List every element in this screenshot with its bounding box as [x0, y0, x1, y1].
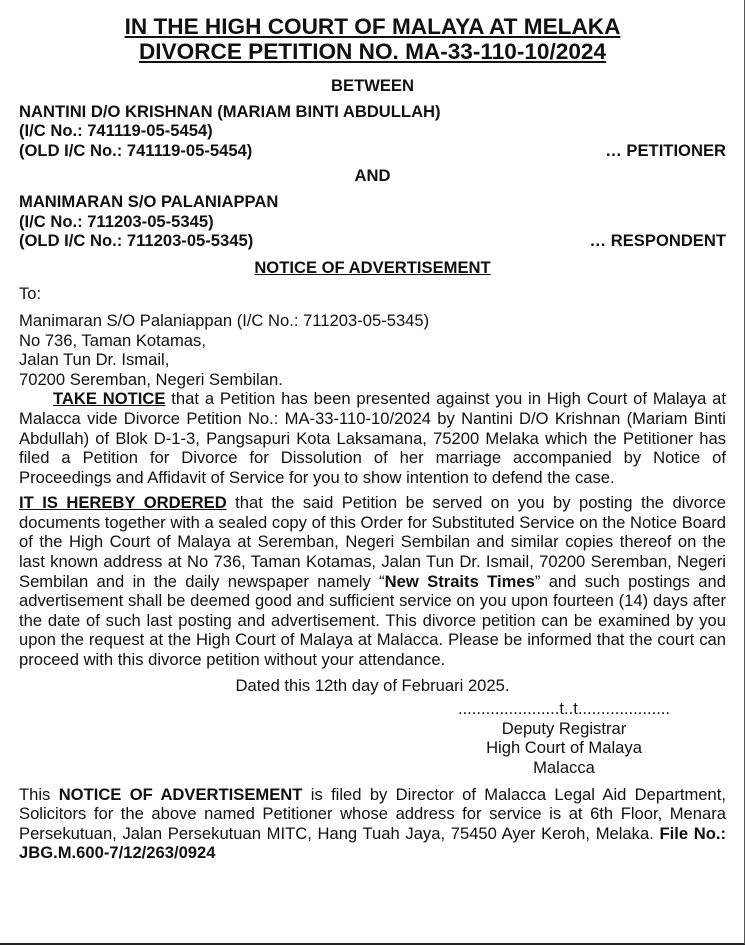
footer-paragraph	[19, 785, 726, 863]
dated-line: Dated this 12th day of Februari 2025.	[235, 675, 510, 695]
signatory-place: Malacca	[533, 758, 595, 777]
order-paragraph	[19, 493, 726, 669]
signatory-title: Deputy Registrar	[501, 718, 627, 738]
footer-notice-title: NOTICE OF ADVERTISEMENT	[58, 784, 303, 804]
to-label: To:	[19, 284, 42, 304]
take-notice-lead: TAKE NOTICE	[53, 389, 166, 409]
petitioner-block	[19, 102, 726, 161]
signature-line: ......................t..t....................	[457, 699, 671, 719]
respondent-name: MANIMARAN S/O PALANIAPPAN	[19, 191, 279, 211]
file-number: File No.: JBG.M.600-7/12/263/0924	[19, 823, 726, 863]
address-line: 70200 Seremban, Negeri Sembilan.	[19, 369, 283, 389]
notice-title: NOTICE OF ADVERTISEMENT	[254, 257, 491, 277]
petitioner-role: … PETITIONER	[605, 140, 726, 160]
address-line: No 736, Taman Kotamas,	[19, 330, 206, 350]
respondent-ic: (I/C No.: 711203-05-5345)	[19, 211, 214, 231]
petitioner-old-ic: (OLD I/C No.: 741119-05-5454)	[19, 140, 253, 160]
take-notice-text: that a Petition has been presented against you in High Court of Malaya at Malacca vide Divorce Petition No.: MA-33-110-10/2024 by Nantini D/O Krishnan (Mariam Binti Abdullah) of Blok D-1-3, Pangsapuri Kota Laksamana, 75200 Melaka which the Petitioner has filed a Petition for Divorce for Dissolution of her marriage accompanied by Notice of Proceedings and Affidavit of Service for you to show intention to defend the case.	[19, 389, 726, 487]
address-line: Jalan Tun Dr. Ismail,	[19, 350, 170, 370]
newspaper-name: New Straits Times	[384, 571, 535, 591]
and-label: AND	[354, 166, 391, 186]
footer-text: is filed by Director of Malacca Legal Aid Department, Solicitors for the above named Petitioner whose address for service is at 6th Floor, Menara Persekutuan, Jalan Persekutuan MITC, Hang Tuah Jaya, 75450 Ayer Keroh, Melaka.	[19, 784, 726, 843]
order-text-a: that the said Petition be served on you by posting the divorce documents together with a sealed copy of this Order for Substituted Service on the Notice Board of the High Court of Malaya at Seremban, Negeri Sembilan and similar copies thereof on the last known address at No 736, Taman Kotamas, Jalan Tun Dr. Ismail, 70200 Seremban, Negeri Sembilan and in the daily newspaper namely “	[19, 493, 726, 591]
notice-heading	[19, 258, 726, 278]
signatory-court: High Court of Malaya	[486, 738, 642, 758]
between-label: BETWEEN	[331, 76, 414, 95]
footer-pre: This	[19, 784, 59, 804]
signature-block	[19, 699, 726, 777]
respondent-block	[19, 192, 726, 251]
order-text-b: ” and such postings and advertisement shall be deemed good and sufficient service on you upon fourteen (14) days after the date of such last posting and advertisement. This divorce petition can be examined by you upon the request at the High Court of Malaya at Malacca. Please be informed that the court can proceed with this divorce petition without your attendance.	[19, 571, 726, 670]
address-line: Manimaran S/O Palaniappan (I/C No.: 711203-05-5345)	[19, 310, 430, 330]
court-title: IN THE HIGH COURT OF MALAYA AT MELAKA	[124, 14, 621, 39]
order-lead: IT IS HEREBY ORDERED	[19, 493, 227, 513]
take-notice-paragraph	[19, 389, 726, 487]
petition-number: DIVORCE PETITION NO. MA-33-110-10/2024	[138, 39, 607, 64]
respondent-role: … RESPONDENT	[589, 231, 726, 251]
petitioner-ic: (I/C No.: 741119-05-5454)	[19, 121, 213, 141]
respondent-old-ic: (OLD I/C No.: 711203-05-5345)	[19, 231, 254, 251]
petitioner-name: NANTINI D/O KRISHNAN (MARIAM BINTI ABDULLAH)	[19, 101, 441, 121]
address-block	[19, 311, 726, 389]
